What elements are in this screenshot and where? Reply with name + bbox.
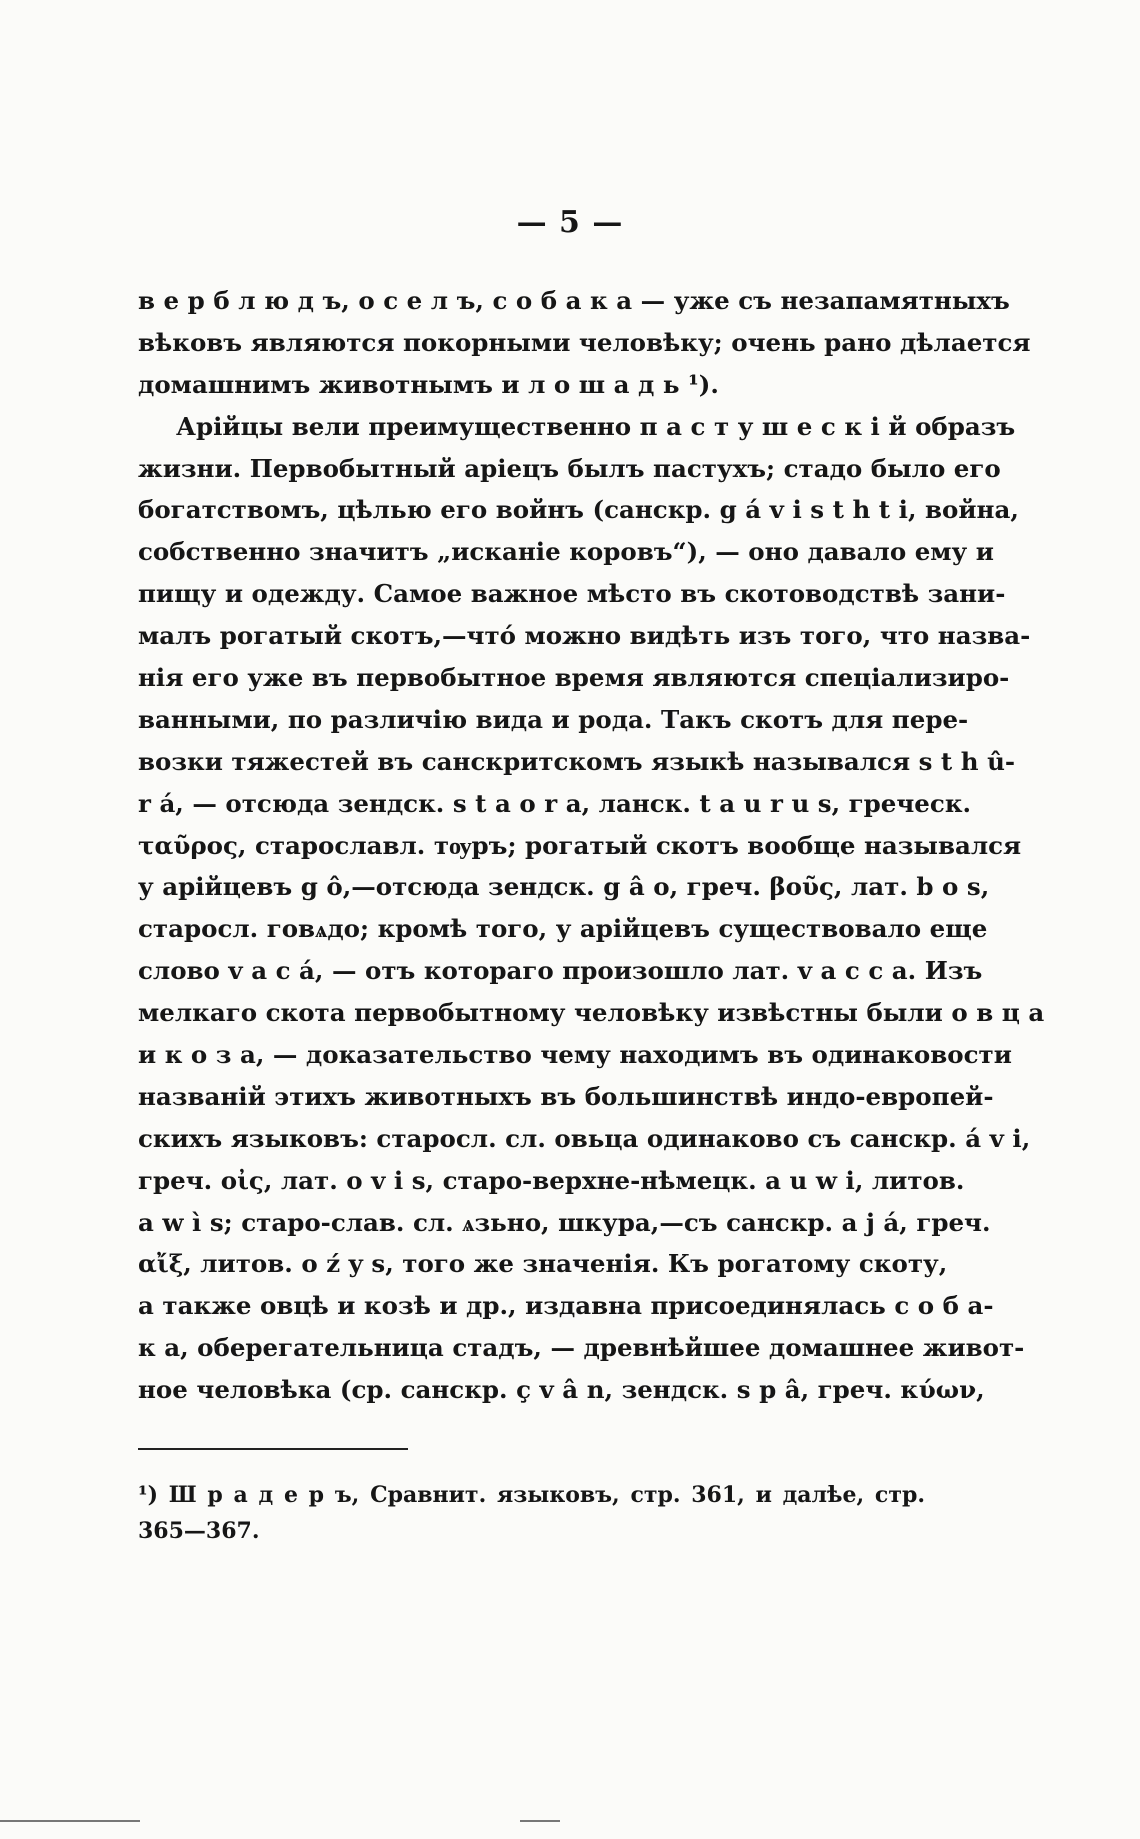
text-line: домашнимъ животнымъ и л о ш а д ь ¹). [138,369,719,399]
text-line: αἴξ, литов. o ź y s, того же значенія. Къ рогатому скоту, [138,1249,948,1279]
scan-edge-mark [0,1820,140,1822]
text-line: ванными, по различію вида и рода. Такъ скотъ для пере- [138,704,969,734]
body-text [138,280,1045,1411]
footnote-rule [138,1448,408,1450]
text-line: греч. οἰς, лат. o v i s, старо-верхне-нѣмецк. a u w i, литов. [138,1165,965,1195]
text-line: у арійцевъ g ô,—отсюда зендск. g â o, греч. βοῦς, лат. b o s, [138,872,990,902]
text-line: жизни. Первобытный аріецъ былъ пастухъ; стадо было его [138,453,1001,483]
text-line: вѣковъ являются покорными человѣку; очень рано дѣлается [138,327,1031,357]
text-line: возки тяжестей въ санскритскомъ языкѣ назывался s t h û- [138,746,1016,776]
text-line: r á, — отсюда зендск. s t a o r a, ланск. t a u r u s, греческ. [138,788,972,818]
footnote-line: 365—367. [138,1518,260,1544]
text-line: a w ì s; старо-слав. сл. ѧзьно, шкура,—съ санскр. a j á, греч. [138,1207,991,1237]
page-number: — 5 — [516,205,624,240]
text-line: богатствомъ, цѣлью его войнъ (санскр. g á v i s t h t i, война, [138,495,1019,525]
text-line: слово v a c á, — отъ котораго произошло лат. v a c c a. Изъ [138,956,983,986]
text-line: нія его уже въ первобытное время являются спеціализиро- [138,663,1010,693]
text-line: собственно значитъ „исканіе коровъ“), — оно давало ему и [138,537,994,567]
text-line: мелкаго скота первобытному человѣку извѣстны были о в ц а [138,998,1045,1028]
text-line: названій этихъ животныхъ въ большинствѣ индо-европей- [138,1081,994,1111]
text-line: ταῦρος, старославл. тѹръ; рогатый скотъ вообще назывался [138,830,1022,860]
text-line: скихъ языковъ: старосл. сл. овьца одинаково съ санскр. á v i, [138,1123,1031,1153]
footnote-line: ¹) Ш р а д е р ъ, Сравнит. языковъ, стр. 361, и далѣе, стр. [138,1482,925,1508]
text-line: к а, оберегательница стадъ, — древнѣйшее домашнее живот- [138,1333,1025,1363]
text-line: Арійцы вели преимущественно п а с т у ш е с к і й образъ [176,411,1016,441]
text-line: а также овцѣ и козѣ и др., издавна присоединялась с о б а- [138,1291,994,1321]
text-line: в е р б л ю д ъ, о с е л ъ, с о б а к а — уже съ незапамятныхъ [138,286,1010,315]
text-line: пищу и одежду. Самое важное мѣсто въ скотоводствѣ зани- [138,579,1006,609]
text-line: старосл. говѧдо; кромѣ того, у арійцевъ существовало еще [138,914,988,944]
footnote [138,1477,925,1549]
text-line: и к о з а, — доказательство чему находимъ въ одинаковости [138,1040,1012,1070]
text-line: ное человѣка (ср. санскр. ç v â n, зендск. s p â, греч. κύων, [138,1375,985,1405]
scan-edge-mark [520,1820,560,1822]
text-line: малъ рогатый скотъ,—что́ можно видѣть изъ того, что назва- [138,621,1031,651]
